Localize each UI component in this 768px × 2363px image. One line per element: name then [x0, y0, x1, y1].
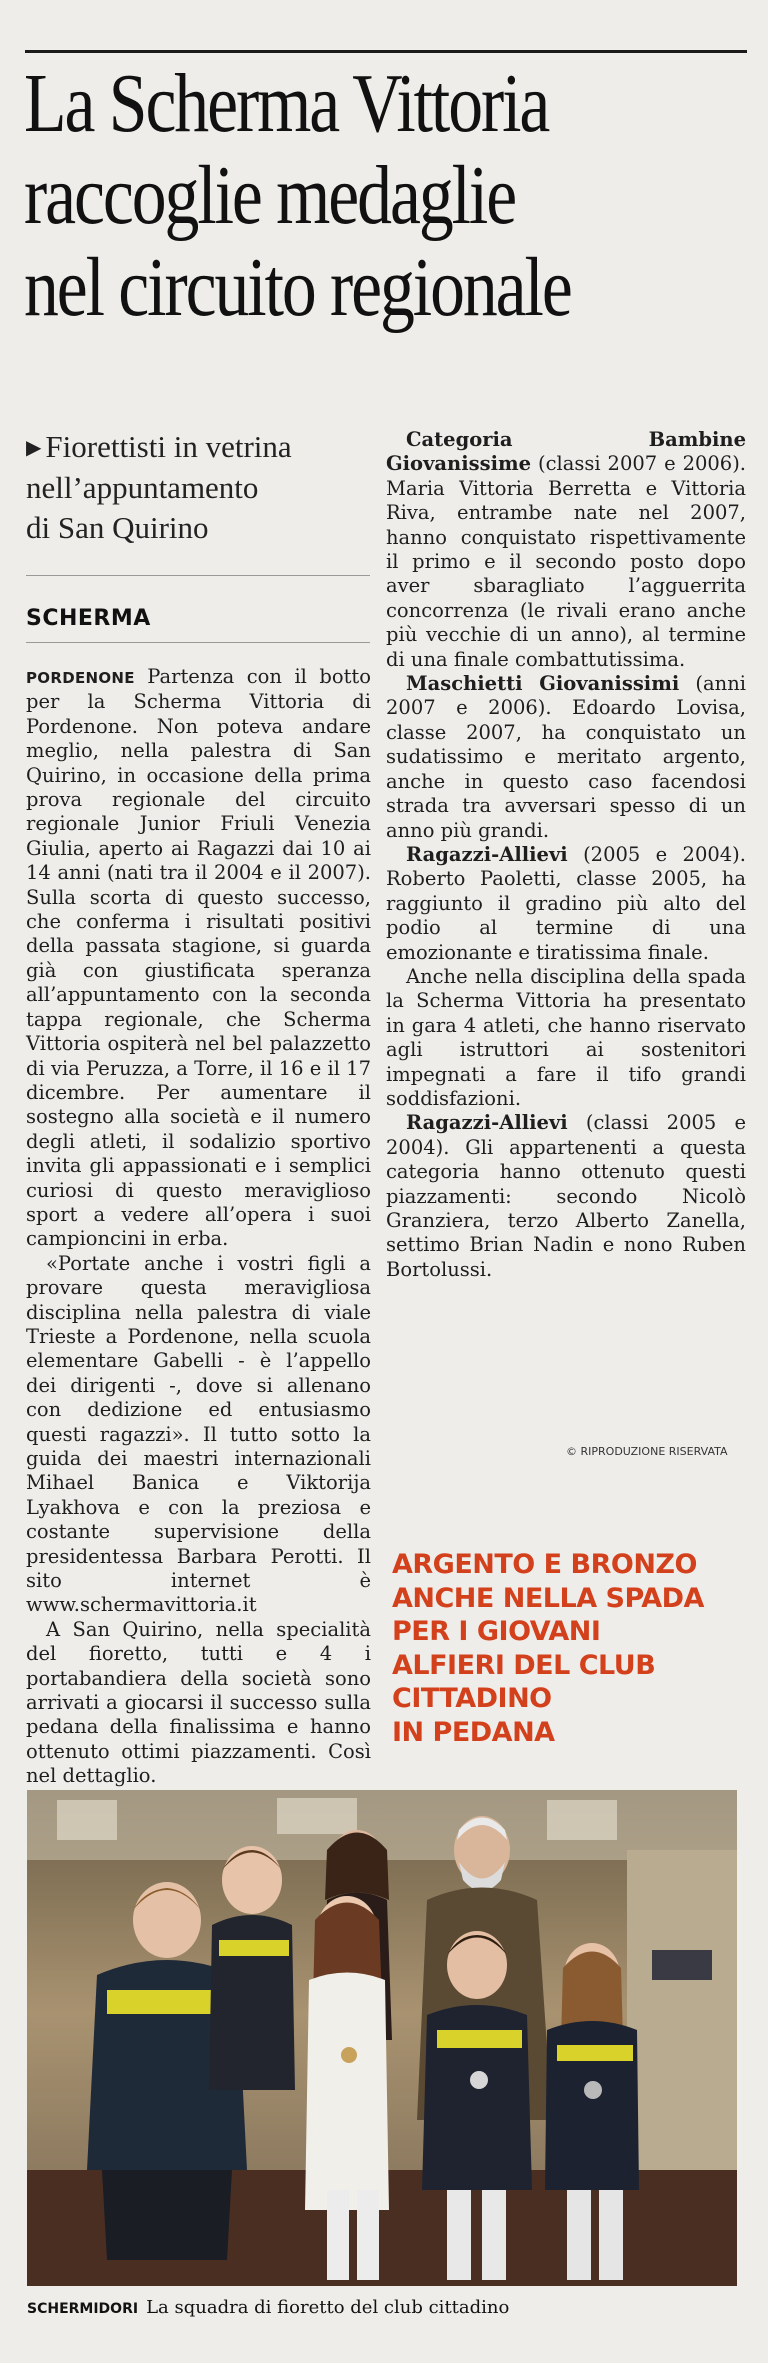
copyright-notice: © RIPRODUZIONE RISERVATA	[566, 1445, 728, 1458]
caption-label: SCHERMIDORI	[27, 2301, 139, 2317]
top-rule	[25, 50, 747, 53]
paragraph: «Portate anche i vostri figli a provare questa meravigliosa disciplina nella palestra di viale Trieste a Pordenone, nella scuola elementare Gabelli - è l’appello dei dirigenti -, dove si allenano con dedizione ed entusiasmo questi ragazzi». Il tutto sotto la guida dei maestri internazionali Mihael Banica e Viktorija Lyakhova e con la preziosa e costante supervisione della presidentessa Barbara Perotti. Il sito internet è www.schermavittoria.it	[26, 1251, 371, 1617]
pull-quote-line: CITTADINO	[392, 1683, 552, 1714]
subheadline	[26, 427, 386, 548]
paragraph: Ragazzi-Allievi (classi 2005 e 2004). Gli appartenenti a questa categoria hanno ottenuto questi piazzamenti: secondo Nicolò Granziera, terzo Alberto Zanella, settimo Brian Nadin e nono Ruben Bortolussi.	[386, 1111, 746, 1281]
pull-quote-line: ANCHE NELLA SPADA	[392, 1582, 704, 1614]
dateline: PORDENONE	[26, 669, 135, 687]
paragraph: Maschietti Giovanissimi (anni 2007 e 2006). Edoardo Lovisa, classe 2007, ha conquistato un sudatissimo e meritato argento, anche in questo caso facendosi strada tra avversari spesso di un anno più grandi.	[386, 672, 746, 842]
paragraph-heading: Categoria Bambine Giovanissime	[386, 428, 746, 476]
paragraph-heading: Ragazzi-Allievi	[406, 1111, 568, 1135]
pull-quote-line: IN PEDANA	[392, 1716, 555, 1748]
triangle-bullet-icon: ▶	[26, 437, 42, 459]
pull-quote-line: ARGENTO E BRONZO	[392, 1549, 697, 1580]
photo-caption	[27, 2297, 747, 2318]
caption-text: La squadra di fioretto del club cittadino	[146, 2297, 510, 2318]
paragraph: A San Quirino, nella specialità del fioretto, tutti e 4 i portabandiera della società sono arrivati a giocarsi il successo sulla pedana della finalissima e hanno ottenuto ottimi piazzamenti. Così nel dettaglio.	[26, 1617, 371, 1788]
text-column-2	[386, 428, 746, 1282]
pull-quote-line: PER I GIOVANI	[392, 1616, 601, 1647]
lead-text: Partenza con il botto per la Scherma Vittoria di Pordenone. Non poteva andare meglio, nella palestra di San Quirino, in occasione della prima prova regionale del circuito regionale Junior Friuli Venezia Giulia, aperto ai Ragazzi dai 10 ai 14 anni (nati tra il 2004 e il 2007). Sulla scorta di questo successo, che conferma i risultati positivi della passata stagione, si guarda già con giustificata speranza all’appuntamento con la seconda tappa regionale, che Scherma Vittoria ospiterà nel bel palazzetto di via Peruzza, a Torre, il 16 e il 17 dicembre. Per aumentare il sostegno alla società e il numero degli atleti, il sodalizio sportivo invita gli appassionati e i semplici curiosi di questo meraviglioso sport a vedere all’opera i suoi campioncini in erba.	[26, 665, 372, 1251]
divider	[26, 575, 370, 576]
headline	[24, 58, 630, 334]
paragraph-heading: Ragazzi-Allievi	[406, 842, 568, 866]
headline-line: La Scherma Vittoria	[24, 57, 549, 150]
team-photo-illustration	[27, 1790, 737, 2286]
text-column-1	[26, 665, 371, 1789]
paragraph: Anche nella disciplina della spada la Scherma Vittoria ha presentato in gara 4 atleti, che hanno riservato agli istruttori ai sostenitori impegnati a fare il tifo grandi soddisfazioni.	[386, 964, 746, 1110]
section-kicker: SCHERMA	[26, 606, 151, 631]
divider	[26, 642, 370, 643]
pull-quote	[392, 1548, 722, 1749]
team-photo	[27, 1790, 737, 2286]
subhead-line: Fiorettisti in vetrina	[45, 429, 292, 464]
paragraph: Categoria Bambine Giovanissime (classi 2007 e 2006). Maria Vittoria Berretta e Vittoria Riva, entrambe nate nel 2007, hanno conquistato rispettivamente il primo e il secondo posto dopo aver sbaragliato l’agguerrita concorrenza (le rivali erano anche più vecchie di un anno), al termine di una finale combattutissima.	[386, 428, 746, 671]
subhead-line: nell’appuntamento	[26, 470, 259, 505]
paragraph: Ragazzi-Allievi (2005 e 2004). Roberto Paoletti, classe 2005, ha raggiunto il gradino più alto del podio al termine di una emozionante e tiratissima finale.	[386, 842, 746, 964]
headline-line: raccoglie medaglie	[24, 149, 516, 242]
subhead-line: di San Quirino	[26, 510, 209, 545]
paragraph-heading: Maschietti Giovanissimi	[406, 672, 680, 696]
lead-paragraph	[26, 665, 371, 1252]
pull-quote-line: ALFIERI DEL CLUB	[392, 1649, 656, 1681]
headline-line: nel circuito regionale	[24, 241, 571, 334]
